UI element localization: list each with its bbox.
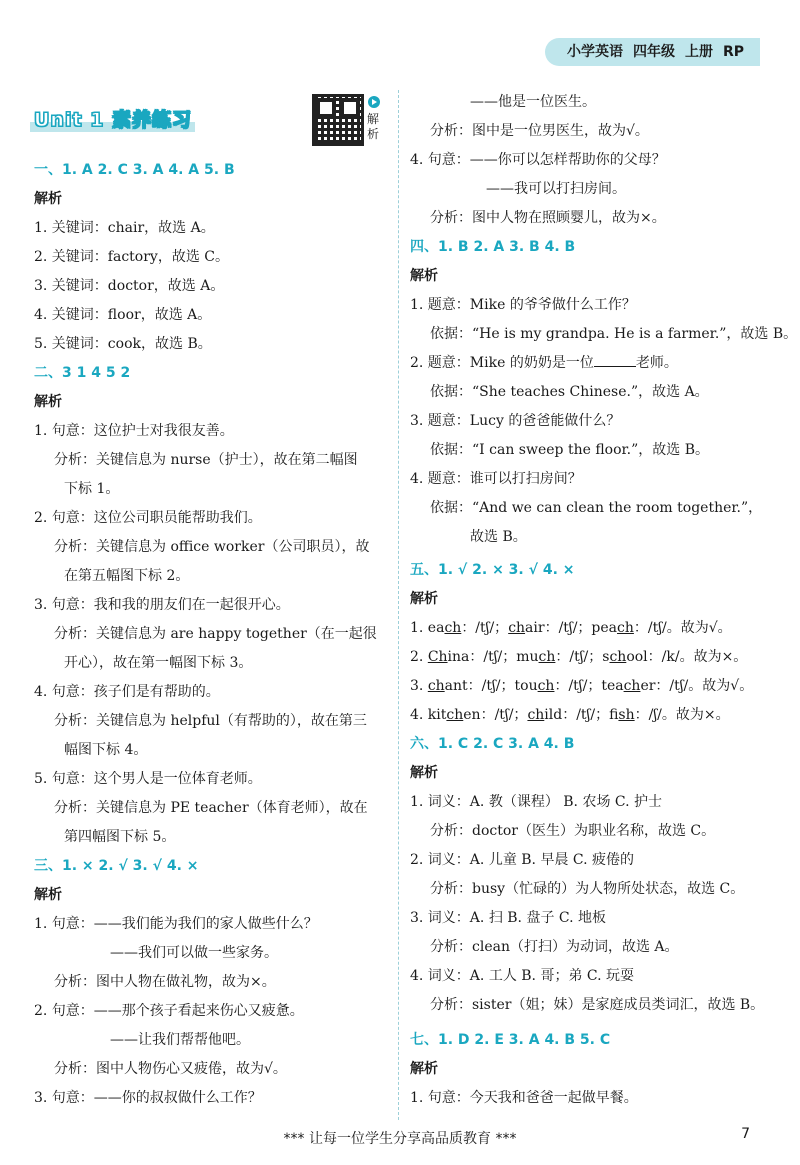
- list-item: 1. 关键词：chair，故选 A。: [34, 220, 215, 236]
- list-item: 分析：关键信息为 helpful（有帮助的），故在第三: [54, 713, 367, 729]
- list-item: 3. 词义：A. 扫 B. 盘子 C. 地板: [410, 910, 607, 926]
- list-item: 第四幅图下标 5。: [64, 829, 176, 845]
- list-item: ——我们可以做一些家务。: [110, 945, 278, 961]
- list-item: 2. 句意：——那个孩子看起来伤心又疲惫。: [34, 1003, 304, 1019]
- answer-line-3: 三、1. × 2. √ 3. √ 4. ×: [34, 858, 199, 874]
- list-item: 分析：doctor（医生）为职业名称，故选 C。: [430, 823, 716, 839]
- list-item: 5. 关键词：cook，故选 B。: [34, 336, 212, 352]
- list-item: 分析：图中是一位男医生，故为√。: [430, 123, 649, 139]
- header-volume: 上册: [684, 44, 713, 60]
- answer-line-7: 七、1. D 2. E 3. A 4. B 5. C: [410, 1032, 611, 1048]
- analysis-heading: 解析: [410, 591, 438, 607]
- analysis-heading: 解析: [410, 268, 438, 284]
- list-item: 2. 题意：Mike 的奶奶是一位 老师。: [410, 355, 678, 371]
- list-item: 分析：关键信息为 PE teacher（体育老师），故在: [54, 800, 368, 816]
- list-item: 2. China：/tʃ/；much：/tʃ/；school：/k/。故为×。: [410, 649, 748, 665]
- page-number: 7: [741, 1126, 750, 1142]
- answer-line-6: 六、1. C 2. C 3. A 4. B: [410, 736, 575, 752]
- list-item: 开心），故在第一幅图下标 3。: [64, 655, 253, 671]
- list-item: 4. 句意：——你可以怎样帮助你的父母？: [410, 152, 666, 168]
- list-item: 依据：“She teaches Chinese.”，故选 A。: [430, 384, 709, 400]
- analysis-heading: 解析: [410, 1061, 438, 1077]
- list-item: 分析：clean（打扫）为动词，故选 A。: [430, 939, 679, 955]
- analysis-heading: 解析: [34, 191, 62, 207]
- list-item: 1. 句意：今天我和爸爸一起做早餐。: [410, 1090, 638, 1106]
- list-item: 在第五幅图下标 2。: [64, 568, 190, 584]
- list-item: 4. 词义：A. 工人 B. 哥；弟 C. 玩耍: [410, 968, 635, 984]
- list-item: 分析：sister（姐；妹）是家庭成员类词汇，故选 B。: [430, 997, 765, 1013]
- list-item: 3. 句意：我和我的朋友们在一起很开心。: [34, 597, 290, 613]
- answer-line-1: 一、1. A 2. C 3. A 4. A 5. B: [34, 162, 235, 178]
- list-item: ——我可以打扫房间。: [486, 181, 626, 197]
- list-item: 4. kitchen：/tʃ/；child：/tʃ/；fish：/ʃ/。故为×。: [410, 707, 730, 723]
- page-title: Unit 1 素养练习: [34, 109, 192, 131]
- answer-line-2: 二、3 1 4 5 2: [34, 365, 131, 381]
- list-item: 故选 B。: [470, 529, 527, 545]
- analysis-heading: 解析: [34, 887, 62, 903]
- list-item: 分析：关键信息为 office worker（公司职员），故: [54, 539, 370, 555]
- list-item: ——他是一位医生。: [470, 94, 596, 110]
- list-item: 1. each：/tʃ/；chair：/tʃ/；peach：/tʃ/。故为√。: [410, 620, 732, 636]
- list-item: 依据：“And we can clean the room together.”，: [430, 500, 763, 516]
- footer-slogan: *** 让每一位学生分享高品质教育 ***: [283, 1131, 517, 1147]
- list-item: 1. 句意：这位护士对我很友善。: [34, 423, 234, 439]
- qr-label: 解析: [367, 112, 380, 141]
- list-item: 3. 关键词：doctor，故选 A。: [34, 278, 225, 294]
- list-item: 5. 句意：这个男人是一位体育老师。: [34, 771, 262, 787]
- list-item: 分析：关键信息为 nurse（护士），故在第二幅图: [54, 452, 358, 468]
- header-edition: RP: [722, 44, 744, 60]
- list-item: 分析：图中人物伤心又疲倦，故为√。: [54, 1061, 287, 1077]
- list-item: 依据：“He is my grandpa. He is a farmer.”，故选 B。: [430, 326, 798, 342]
- list-item: 1. 句意：——我们能为我们的家人做些什么？: [34, 916, 318, 932]
- list-item: 1. 题意：Mike 的爷爷做什么工作？: [410, 297, 636, 313]
- analysis-heading: 解析: [34, 394, 62, 410]
- analysis-heading: 解析: [410, 765, 438, 781]
- header-subject: 小学英语: [566, 44, 623, 60]
- list-item: 4. 句意：孩子们是有帮助的。: [34, 684, 220, 700]
- list-item: 分析：关键信息为 are happy together（在一起很: [54, 626, 377, 642]
- header-badge: [545, 38, 760, 66]
- list-item: 3. 句意：——你的叔叔做什么工作？: [34, 1090, 262, 1106]
- list-item: 2. 关键词：factory，故选 C。: [34, 249, 229, 265]
- list-item: 分析：图中人物在照顾婴儿，故为×。: [430, 210, 666, 226]
- list-item: 2. 句意：这位公司职员能帮助我们。: [34, 510, 262, 526]
- list-item: 分析：busy（忙碌的）为人物所处状态，故选 C。: [430, 881, 745, 897]
- list-item: 1. 词义：A. 教（课程） B. 农场 C. 护士: [410, 794, 663, 810]
- list-item: 4. 关键词：floor，故选 A。: [34, 307, 212, 323]
- list-item: 幅图下标 4。: [64, 742, 148, 758]
- header-grade: 四年级: [632, 44, 675, 60]
- list-item: 3. chant：/tʃ/；touch：/tʃ/；teacher：/tʃ/。故为√。: [410, 678, 754, 694]
- answer-line-4: 四、1. B 2. A 3. B 4. B: [410, 239, 576, 255]
- qr-code-icon[interactable]: [312, 94, 364, 146]
- list-item: 下标 1。: [64, 481, 120, 497]
- column-divider: [398, 90, 399, 1120]
- play-icon[interactable]: [368, 96, 380, 108]
- list-item: 4. 题意：谁可以打扫房间？: [410, 471, 582, 487]
- answer-line-5: 五、1. √ 2. × 3. √ 4. ×: [410, 562, 575, 578]
- list-item: 2. 词义：A. 儿童 B. 早晨 C. 疲倦的: [410, 852, 635, 868]
- fill-blank: [594, 353, 636, 367]
- list-item: 分析：图中人物在做礼物，故为×。: [54, 974, 276, 990]
- list-item: ——让我们帮帮他吧。: [110, 1032, 250, 1048]
- list-item: 3. 题意：Lucy 的爸爸能做什么？: [410, 413, 621, 429]
- list-item: 依据：“I can sweep the floor.”，故选 B。: [430, 442, 710, 458]
